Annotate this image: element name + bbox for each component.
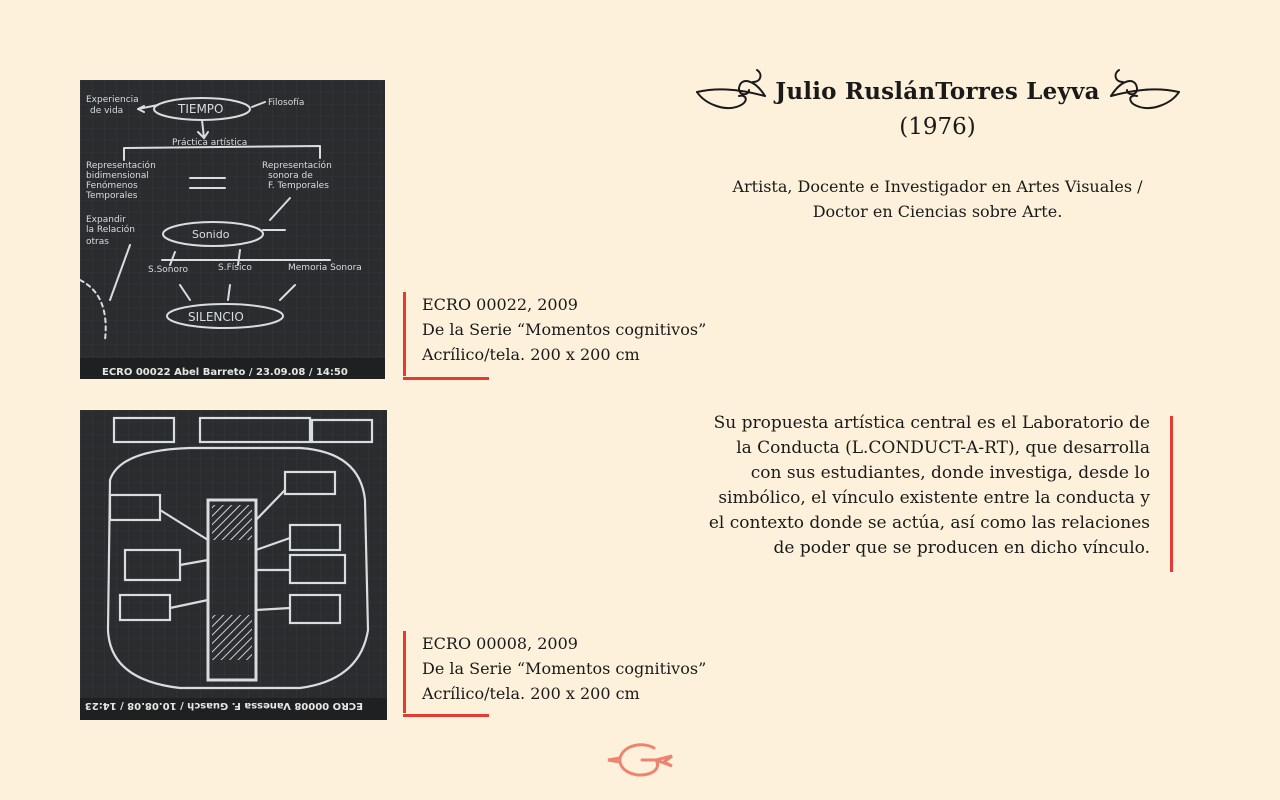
- board-word-la-relacion: la Relación: [86, 225, 135, 235]
- board-word-filosofia: Filosofía: [268, 98, 305, 108]
- artwork-1-medium: Acrílico/tela. 200 x 200 cm: [422, 345, 640, 364]
- artwork-2-footer-text: ECRO 00008 Vanessa F. Guasch / 10.08.08 / 14:23: [84, 700, 363, 711]
- artwork-1-caption: [403, 292, 706, 376]
- board-word-fenomenos: Fenómenos: [86, 181, 138, 191]
- board-word-practica: Práctica artística: [172, 138, 248, 148]
- artwork-2-caption: [403, 631, 706, 713]
- artistic-proposal-text: [660, 411, 1150, 561]
- board-word-sonora-de: sonora de: [268, 171, 313, 181]
- board-word-de-vida: de vida: [90, 106, 124, 116]
- artwork-2-title: ECRO 00008, 2009: [422, 634, 578, 653]
- scroll-flourish-icon: [1109, 66, 1181, 120]
- board-word-f-temporales: F. Temporales: [268, 181, 329, 191]
- artwork-2-medium: Acrílico/tela. 200 x 200 cm: [422, 684, 640, 703]
- artwork-1-footer-text: ECRO 00022 Abel Barreto / 23.09.08 / 14:50: [102, 367, 348, 378]
- proposal-line-6: de poder que se producen en dicho vínculo.: [773, 538, 1150, 558]
- artist-name: Julio RuslánTorres Leyva: [775, 78, 1100, 105]
- board-word-s-fisico: S.Físico: [218, 263, 252, 273]
- artwork-ecro-00022-photo: [80, 80, 385, 379]
- publisher-logo-icon: [606, 740, 676, 780]
- proposal-line-1: Su propuesta artística central es el Laboratorio de: [713, 413, 1150, 433]
- artwork-1-title: ECRO 00022, 2009: [422, 295, 578, 314]
- board-word-bidimensional: bidimensional: [86, 171, 149, 181]
- artist-role: [700, 174, 1175, 224]
- board-word-representacion-left: Representación: [86, 161, 156, 171]
- artist-role-line-1: Artista, Docente e Investigador en Artes Visuales /: [732, 177, 1143, 196]
- proposal-line-5: el contexto donde se actúa, así como las relaciones: [708, 513, 1150, 533]
- proposal-line-2: la Conducta (L.CONDUCT-A-RT), que desarrolla: [736, 438, 1150, 458]
- artist-birth-year: (1976): [899, 114, 976, 140]
- chalkboard-diagram-2: [80, 410, 387, 720]
- proposal-accent-bar: [1170, 416, 1173, 572]
- artist-role-line-2: Doctor en Ciencias sobre Arte.: [812, 202, 1063, 221]
- board-word-memoria-sonora: Memoria Sonora: [288, 263, 362, 273]
- board-word-representacion-right: Representación: [262, 161, 332, 171]
- chalkboard-diagram-1: [80, 80, 385, 379]
- artist-header: [690, 66, 1185, 146]
- board-word-otras: otras: [86, 237, 109, 247]
- proposal-line-3: con sus estudiantes, donde investiga, desde lo: [750, 463, 1150, 483]
- board-word-silencio: SILENCIO: [188, 310, 244, 324]
- artwork-ecro-00008-photo: [80, 410, 387, 720]
- board-word-s-sonoro: S.Sonoro: [148, 265, 189, 275]
- board-word-sonido: Sonido: [192, 228, 230, 241]
- board-word-experiencia: Experiencia: [86, 95, 139, 105]
- artwork-1-series: De la Serie “Momentos cognitivos”: [422, 320, 707, 339]
- board-word-expandir: Expandir: [86, 215, 126, 225]
- board-word-tiempo: TIEMPO: [178, 102, 224, 116]
- artwork-2-series: De la Serie “Momentos cognitivos”: [422, 659, 707, 678]
- proposal-line-4: simbólico, el vínculo existente entre la conducta y: [718, 488, 1150, 508]
- board-word-temporales: Temporales: [86, 191, 138, 201]
